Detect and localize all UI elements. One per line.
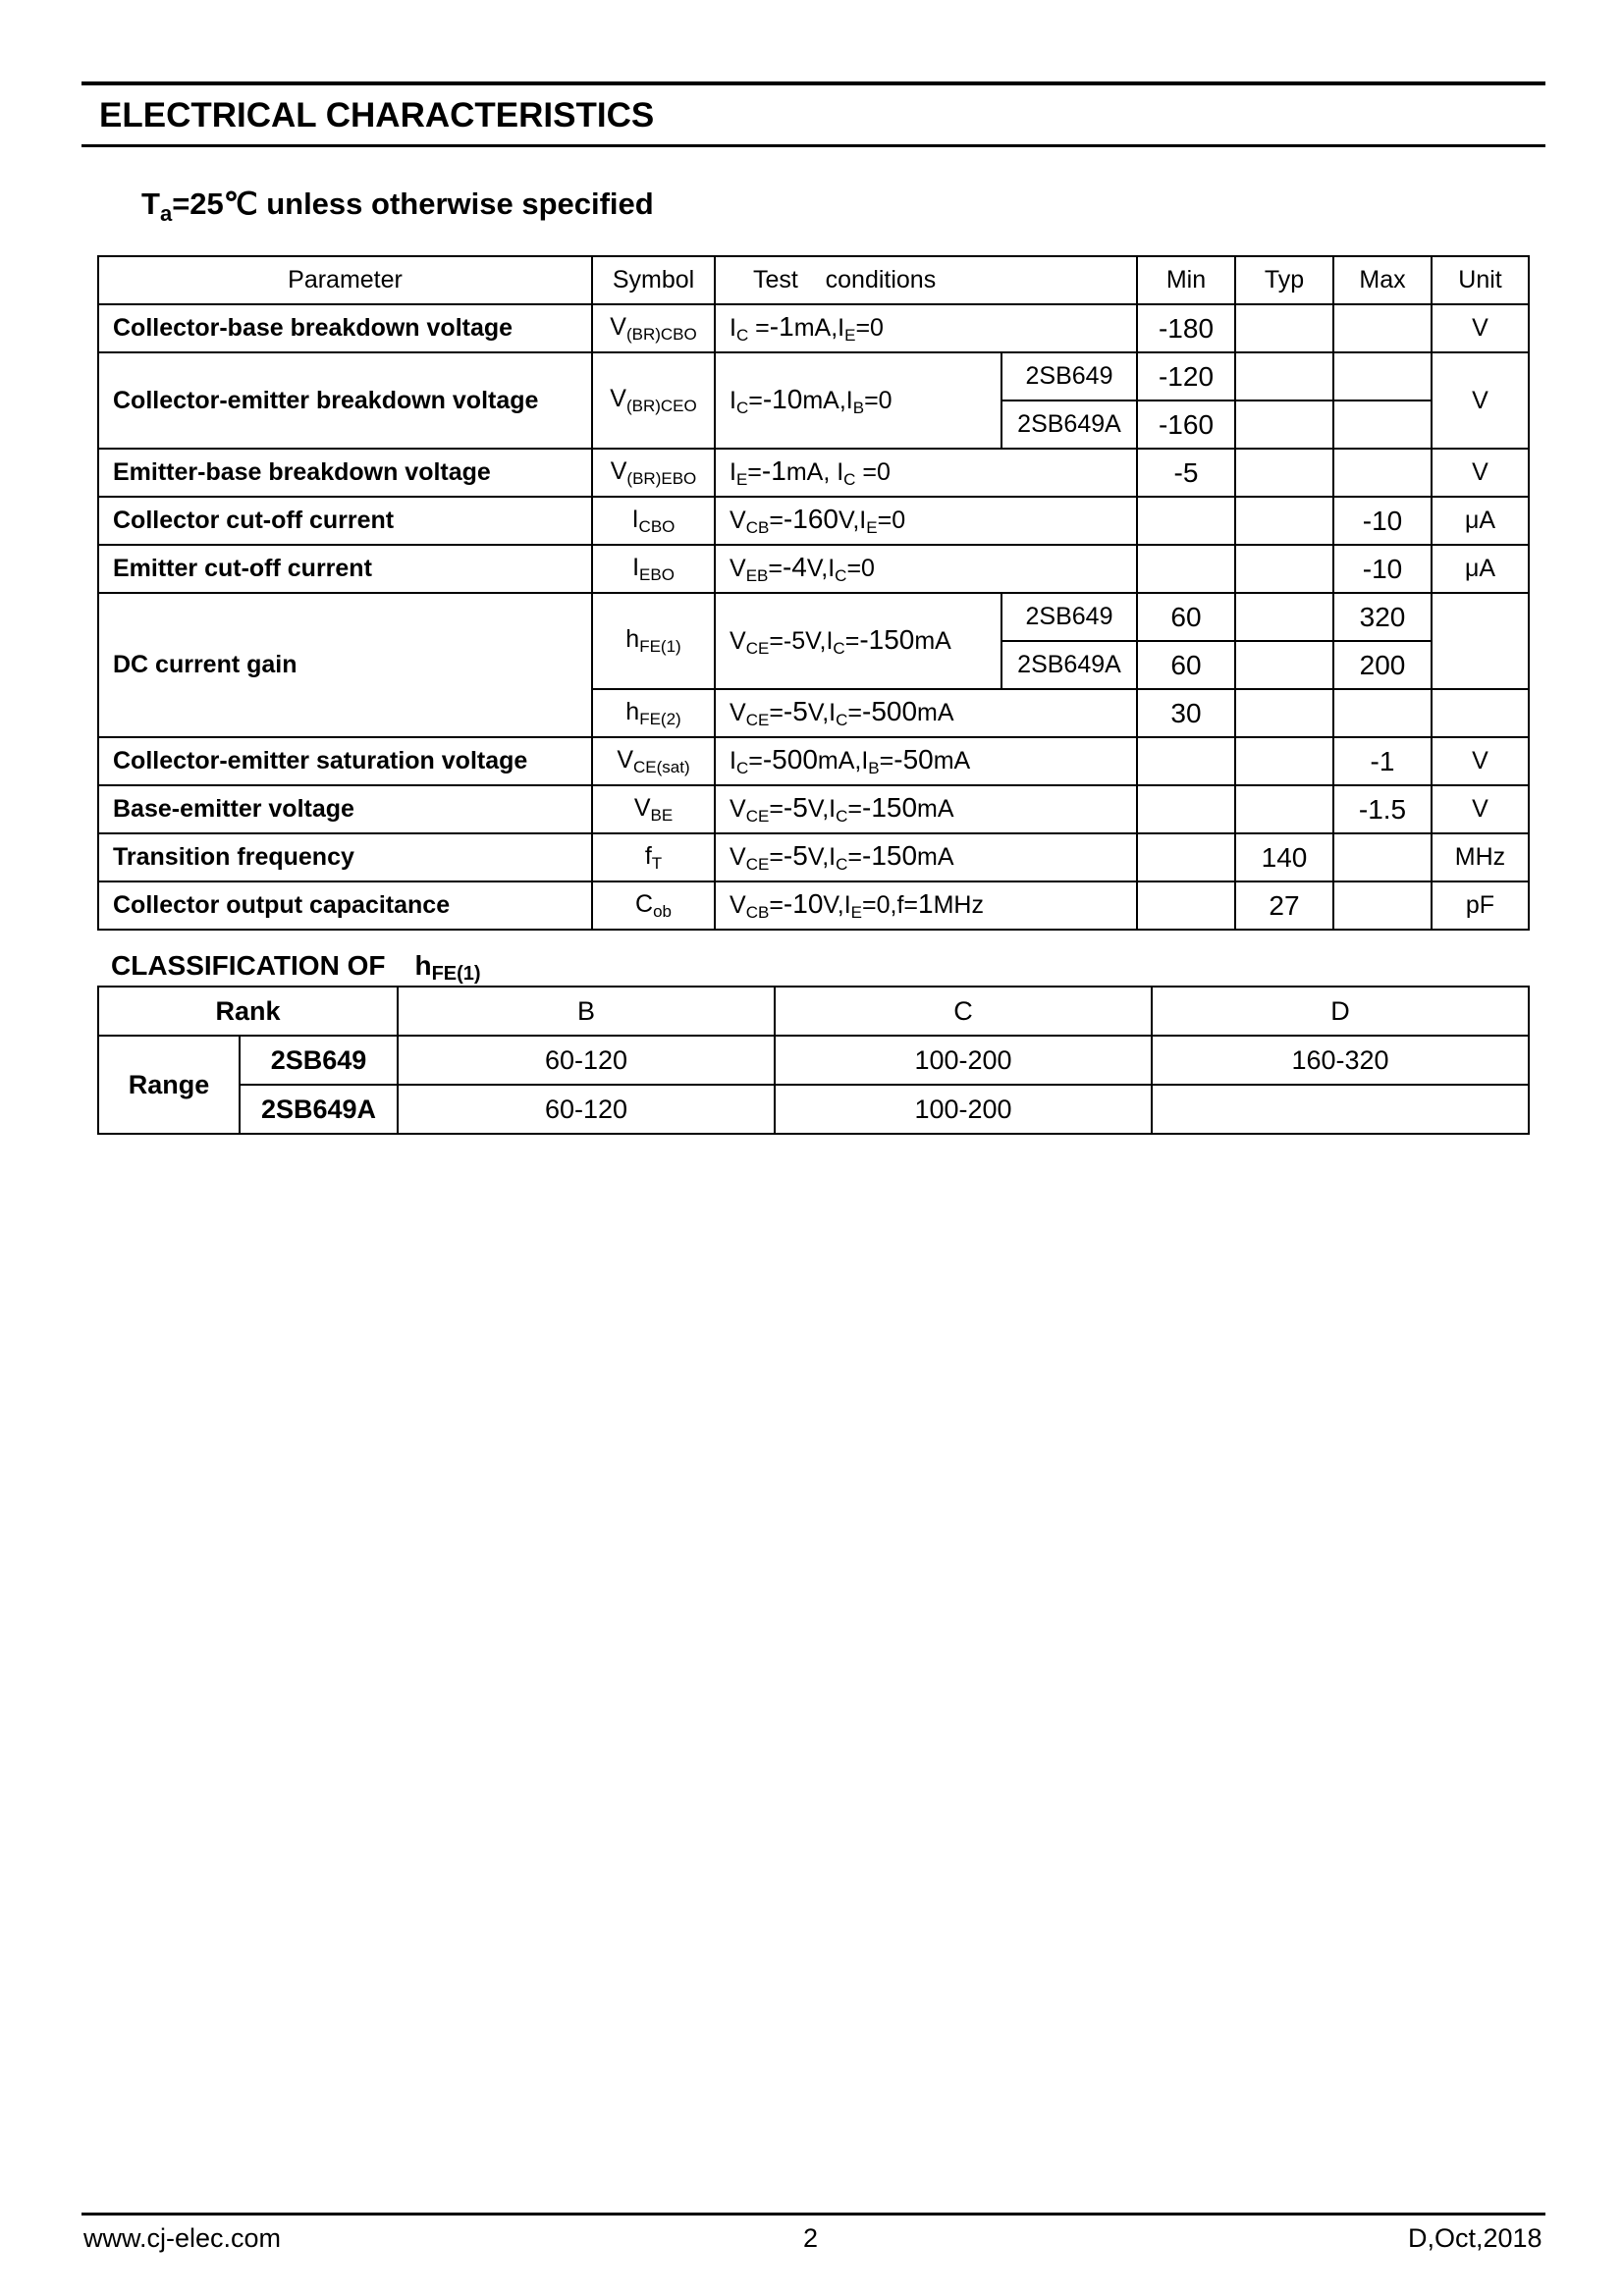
parameter-cell: Emitter-base breakdown voltage [98,449,592,497]
table-row [98,785,1529,833]
table-row [98,593,1529,641]
part-cell: 2SB649A [240,1085,398,1134]
min-cell: -180 [1137,304,1235,352]
unit-cell: MHz [1432,833,1529,881]
typ-cell [1235,545,1333,593]
variant-part-cell: 2SB649A [1001,641,1137,689]
parameter-cell: Collector cut-off current [98,497,592,545]
parameter-cell: Emitter cut-off current [98,545,592,593]
title-rule [81,144,1545,147]
parameter-cell: Collector-emitter saturation voltage [98,737,592,785]
min-cell: 30 [1137,689,1235,737]
parameter-cell: DC current gain [98,593,592,737]
table-row [98,881,1529,930]
unit-cell [1432,689,1529,737]
max-cell [1333,400,1432,449]
rank-d: D [1152,987,1529,1036]
max-cell: 200 [1333,641,1432,689]
symbol-cell: $V_{BE}$ [592,785,715,833]
typ-cell [1235,785,1333,833]
unit-cell: pF [1432,881,1529,930]
range-label: Range [98,1036,240,1134]
symbol-cell: $V_{(BR)EBO}$ [592,449,715,497]
range-cell [1152,1085,1529,1134]
typ-cell [1235,737,1333,785]
header-symbol: Symbol [592,256,715,304]
range-cell: 100-200 [775,1036,1152,1085]
condition-text: =25℃ unless otherwise specified [172,187,654,221]
typ-cell [1235,641,1333,689]
min-cell: -160 [1137,400,1235,449]
typ-cell [1235,304,1333,352]
condition-cell: $V_{CE}=-5V,I_C=-500mA$ [715,689,1137,737]
max-cell: -10 [1333,545,1432,593]
electrical-characteristics-table [97,255,1530,931]
rank-label: Rank [98,987,398,1036]
parameter-cell: Collector-base breakdown voltage [98,304,592,352]
min-cell: 60 [1137,641,1235,689]
unit-cell: V [1432,449,1529,497]
typ-cell [1235,400,1333,449]
unit-cell: μA [1432,497,1529,545]
min-cell [1137,497,1235,545]
unit-cell: V [1432,304,1529,352]
unit-cell: V [1432,352,1529,449]
condition-cell: $V_{CE}=-5V,I_C=-150mA$ [715,785,1137,833]
header-max: Max [1333,256,1432,304]
classification-title: CLASSIFICATION OF hFE(1) [111,950,481,985]
min-cell [1137,785,1235,833]
rank-header-row [98,987,1529,1036]
parameter-cell: Collector output capacitance [98,881,592,930]
typ-cell: 27 [1235,881,1333,930]
section-title: ELECTRICAL CHARACTERISTICS [99,96,655,134]
min-cell [1137,545,1235,593]
classification-table [97,986,1530,1135]
condition-cell: $I_C =-1mA,I_E=0$ [715,304,1137,352]
symbol-cell: $V_{(BR)CEO}$ [592,352,715,449]
range-cell: 100-200 [775,1085,1152,1134]
typ-cell [1235,593,1333,641]
range-cell: 60-120 [398,1036,775,1085]
footer-page-number: 2 [803,2223,819,2253]
footer-revision: D,Oct,2018 [1408,2223,1542,2253]
min-cell [1137,737,1235,785]
symbol-cell: $V_{(BR)CBO}$ [592,304,715,352]
variant-part-cell: 2SB649A [1001,400,1137,449]
min-cell: -120 [1137,352,1235,400]
condition-cell: $V_{CB}=-160V,I_E=0$ [715,497,1137,545]
header-parameter: Parameter [98,256,592,304]
unit-cell: μA [1432,545,1529,593]
symbol-cell: $C_{ob}$ [592,881,715,930]
max-cell [1333,881,1432,930]
condition-cell: $I_C=-10mA,I_B=0$ [715,352,1001,449]
parameter-cell: Base-emitter voltage [98,785,592,833]
symbol-cell: $h_{FE(1)}$ [592,593,715,689]
table-row [98,833,1529,881]
parameter-cell: Collector-emitter breakdown voltage [98,352,592,449]
rank-b: B [398,987,775,1036]
table-row [98,304,1529,352]
condition-t: T [141,187,160,221]
max-cell: -1 [1333,737,1432,785]
header-conditions: Test conditions [715,256,1137,304]
typ-cell [1235,449,1333,497]
max-cell: 320 [1333,593,1432,641]
symbol-cell: $I_{CBO}$ [592,497,715,545]
footer-rule [81,2213,1545,2216]
typ-cell: 140 [1235,833,1333,881]
unit-cell: V [1432,785,1529,833]
table-row [98,449,1529,497]
rank-c: C [775,987,1152,1036]
table-row [98,737,1529,785]
condition-cell: $V_{CE}=-5V,I_C=-150mA$ [715,593,1001,689]
condition-cell: $V_{CE}=-5V,I_C=-150mA$ [715,833,1137,881]
variant-part-cell: 2SB649 [1001,593,1137,641]
footer-website: www.cj-elec.com [83,2223,282,2253]
unit-cell: V [1432,737,1529,785]
table-row [98,545,1529,593]
max-cell [1333,689,1432,737]
test-condition [141,187,654,227]
min-cell: 60 [1137,593,1235,641]
typ-cell [1235,497,1333,545]
top-rule [81,81,1545,85]
unit-cell [1432,593,1529,689]
parameter-cell: Transition frequency [98,833,592,881]
min-cell: -5 [1137,449,1235,497]
max-cell [1333,833,1432,881]
symbol-cell: $I_{EBO}$ [592,545,715,593]
range-cell: 160-320 [1152,1036,1529,1085]
condition-sub: a [159,201,173,227]
header-typ: Typ [1235,256,1333,304]
part-cell: 2SB649 [240,1036,398,1085]
max-cell: -10 [1333,497,1432,545]
table-row [98,1085,1529,1134]
min-cell [1137,881,1235,930]
symbol-cell: $h_{FE(2)}$ [592,689,715,737]
condition-cell: $I_E=-1mA$, $I_C =0$ [715,449,1137,497]
header-min: Min [1137,256,1235,304]
condition-cell: $V_{EB}=-4V,I_C=0$ [715,545,1137,593]
variant-part-cell: 2SB649 [1001,352,1137,400]
symbol-cell: $V_{CE(sat)}$ [592,737,715,785]
condition-cell: $V_{CB}=-10V,I_E=0,f=1MHz$ [715,881,1137,930]
symbol-cell: $f_T$ [592,833,715,881]
max-cell [1333,304,1432,352]
table-row [98,352,1529,400]
header-unit: Unit [1432,256,1529,304]
typ-cell [1235,689,1333,737]
table-row [98,1036,1529,1085]
table-row [98,497,1529,545]
range-cell: 60-120 [398,1085,775,1134]
max-cell [1333,449,1432,497]
max-cell [1333,352,1432,400]
table-header-row [98,256,1529,304]
typ-cell [1235,352,1333,400]
min-cell [1137,833,1235,881]
max-cell: -1.5 [1333,785,1432,833]
condition-cell: $I_C=-500mA,I_B=-50mA$ [715,737,1137,785]
